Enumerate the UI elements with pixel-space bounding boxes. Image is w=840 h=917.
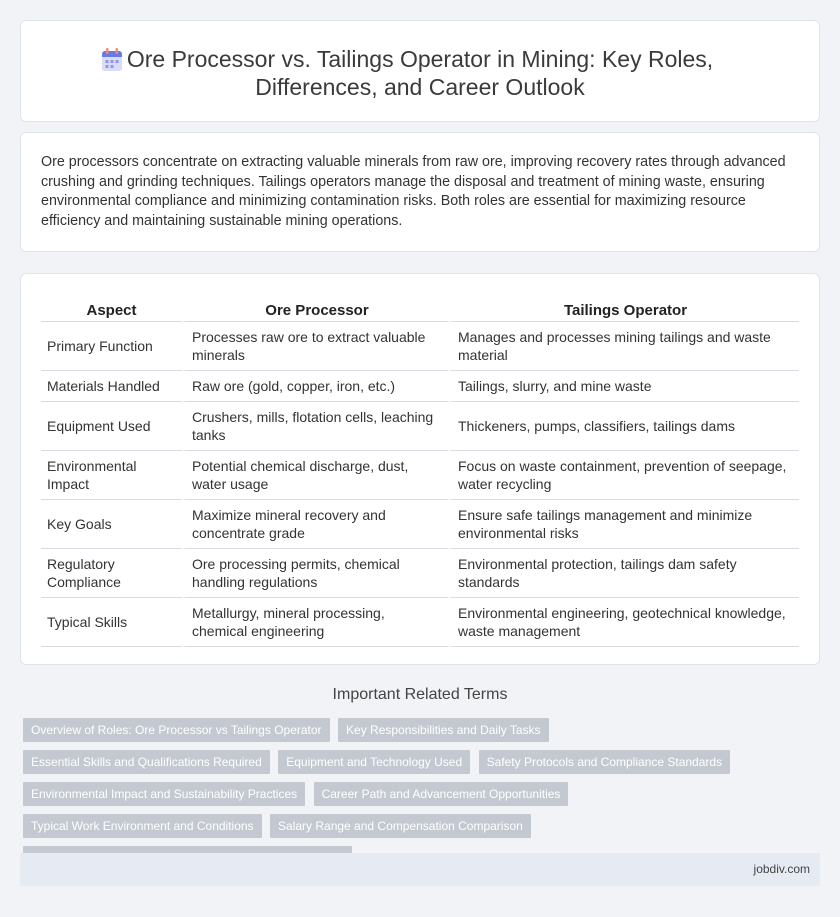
page-title: Ore Processor vs. Tailings Operator in Mining: Key Roles, Differences, and Career Outlook (126, 46, 714, 100)
intro-card (20, 132, 820, 252)
comparison-card (20, 273, 820, 665)
row-ore-processor: Ore processing permits, chemical handling regulations (182, 549, 448, 598)
row-ore-processor: Maximize mineral recovery and concentrate grade (182, 500, 448, 549)
related-term-tag[interactable]: Career Path and Advancement Opportunities (314, 782, 569, 806)
row-aspect: Primary Function (41, 322, 182, 371)
row-ore-processor: Raw ore (gold, copper, iron, etc.) (182, 371, 448, 402)
row-aspect: Typical Skills (41, 598, 182, 647)
related-terms-heading: Important Related Terms (332, 686, 508, 703)
related-term-tag[interactable]: Typical Work Environment and Conditions (23, 814, 262, 838)
table-row (41, 451, 799, 500)
header-tailings-operator: Tailings Operator (448, 296, 799, 322)
table-row (41, 371, 799, 402)
title-card (20, 20, 820, 122)
table-row (41, 598, 799, 647)
related-term-tag[interactable]: Overview of Roles: Ore Processor vs Tailings Operator (23, 718, 330, 742)
table-row (41, 322, 799, 371)
header-aspect: Aspect (41, 296, 182, 322)
related-term-tag[interactable]: Key Responsibilities and Daily Tasks (338, 718, 549, 742)
row-ore-processor: Metallurgy, mineral processing, chemical engineering (182, 598, 448, 647)
related-term-tag[interactable]: Essential Skills and Qualifications Required (23, 750, 270, 774)
row-tailings-operator: Manages and processes mining tailings and waste material (448, 322, 799, 371)
calendar-icon (101, 48, 123, 72)
row-aspect: Materials Handled (41, 371, 182, 402)
row-aspect: Key Goals (41, 500, 182, 549)
related-term-tag[interactable]: Environmental Impact and Sustainability Practices (23, 782, 305, 806)
row-tailings-operator: Tailings, slurry, and mine waste (448, 371, 799, 402)
row-aspect: Environmental Impact (41, 451, 182, 500)
row-tailings-operator: Ensure safe tailings management and minimize environmental risks (448, 500, 799, 549)
row-ore-processor: Crushers, mills, flotation cells, leaching tanks (182, 402, 448, 451)
table-header-row (41, 296, 799, 322)
related-term-tag[interactable]: Safety Protocols and Compliance Standards (479, 750, 730, 774)
row-tailings-operator: Environmental protection, tailings dam safety standards (448, 549, 799, 598)
intro-paragraph: Ore processors concentrate on extracting valuable minerals from raw ore, improving recovery rates through advanced crushing and grinding techniques. Tailings operators manage the disposal and treatment of mining waste, ensuring environmental compliance and minimizing contamination risks. Both roles are essential for maximizing resource efficiency and maintaining sustainable mining operations. (41, 154, 786, 229)
row-tailings-operator: Thickeners, pumps, classifiers, tailings dams (448, 402, 799, 451)
title-wrap (21, 45, 819, 101)
row-tailings-operator: Environmental engineering, geotechnical knowledge, waste management (448, 598, 799, 647)
related-term-tag[interactable]: Equipment and Technology Used (278, 750, 470, 774)
row-tailings-operator: Focus on waste containment, prevention of seepage, water recycling (448, 451, 799, 500)
table-row (41, 402, 799, 451)
row-aspect: Equipment Used (41, 402, 182, 451)
row-aspect: Regulatory Compliance (41, 549, 182, 598)
header-ore-processor: Ore Processor (182, 296, 448, 322)
footer (20, 853, 820, 886)
table-row (41, 549, 799, 598)
related-term-tag[interactable]: Salary Range and Compensation Comparison (270, 814, 531, 838)
footer-brand[interactable]: jobdiv.com (753, 862, 810, 876)
row-ore-processor: Potential chemical discharge, dust, water usage (182, 451, 448, 500)
comparison-table (41, 296, 799, 647)
table-row (41, 500, 799, 549)
row-ore-processor: Processes raw ore to extract valuable minerals (182, 322, 448, 371)
